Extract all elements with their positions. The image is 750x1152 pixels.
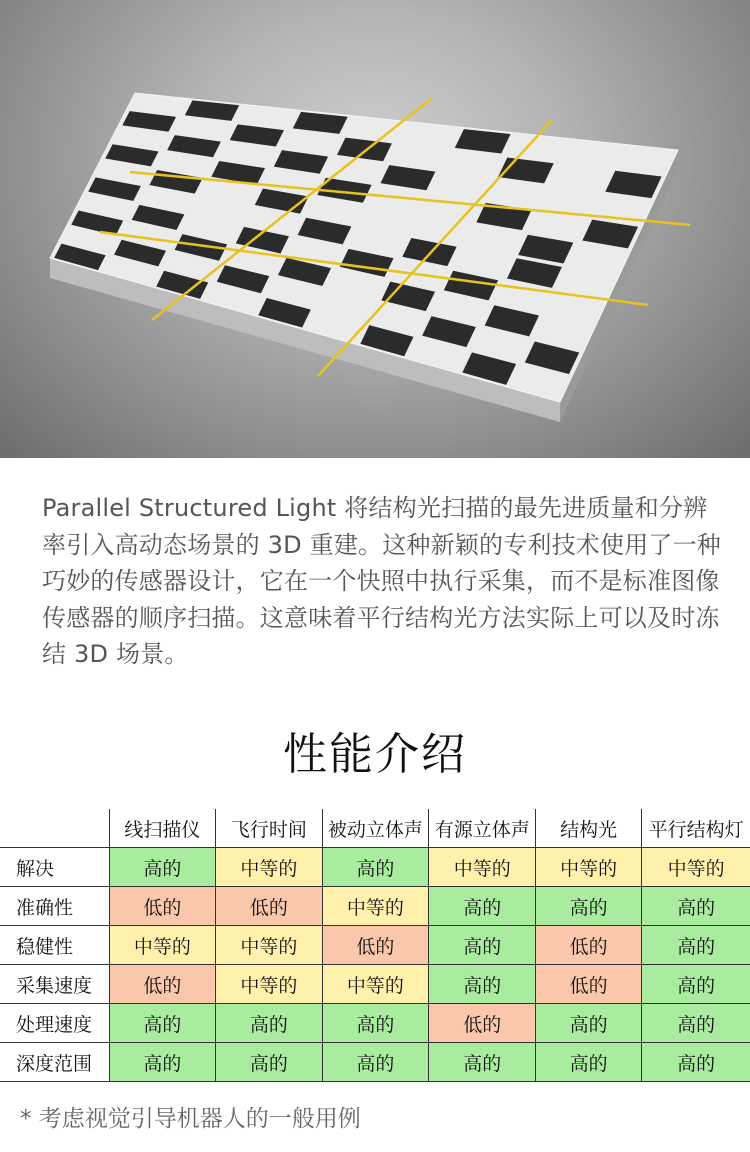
table-cell: 低的 [536, 926, 642, 965]
table-cell: 高的 [429, 926, 536, 965]
table-corner-cell [0, 809, 109, 848]
performance-comparison-table [0, 809, 750, 1082]
table-cell: 高的 [109, 1043, 215, 1082]
table-cell: 中等的 [322, 887, 429, 926]
hero-image [0, 0, 750, 458]
table-cell: 高的 [429, 1043, 536, 1082]
table-cell: 高的 [216, 1043, 322, 1082]
table-row [0, 848, 750, 887]
table-cell: 高的 [322, 848, 429, 887]
table-cell: 中等的 [536, 848, 642, 887]
table-cell: 高的 [322, 1043, 429, 1082]
table-cell: 高的 [642, 926, 750, 965]
table-cell: 高的 [429, 965, 536, 1004]
column-header: 线扫描仪 [109, 809, 215, 848]
table-cell: 高的 [322, 1004, 429, 1043]
table-cell: 中等的 [216, 848, 322, 887]
table-row [0, 1043, 750, 1082]
table-cell: 高的 [642, 1004, 750, 1043]
column-header: 平行结构灯 [642, 809, 750, 848]
table-cell: 高的 [429, 887, 536, 926]
row-header: 处理速度 [0, 1004, 109, 1043]
column-header: 飞行时间 [216, 809, 322, 848]
table-cell: 高的 [109, 848, 215, 887]
table-row [0, 887, 750, 926]
row-header: 解决 [0, 848, 109, 887]
table-cell: 中等的 [109, 926, 215, 965]
table-cell: 高的 [642, 1043, 750, 1082]
row-header: 采集速度 [0, 965, 109, 1004]
table-row [0, 965, 750, 1004]
row-header: 稳健性 [0, 926, 109, 965]
table-cell: 低的 [109, 965, 215, 1004]
table-cell: 中等的 [642, 848, 750, 887]
table-cell: 低的 [322, 926, 429, 965]
row-header: 准确性 [0, 887, 109, 926]
table-cell: 高的 [536, 1004, 642, 1043]
table-cell: 低的 [429, 1004, 536, 1043]
table-cell: 中等的 [322, 965, 429, 1004]
section-title: 性能介绍 [283, 729, 467, 780]
table-cell: 中等的 [429, 848, 536, 887]
table-header-row [0, 809, 750, 848]
table-cell: 高的 [109, 1004, 215, 1043]
footnote: * 考虑视觉引导机器人的一般用例 [20, 1106, 361, 1132]
row-header: 深度范围 [0, 1043, 109, 1082]
table-row [0, 926, 750, 965]
table-cell: 中等的 [216, 926, 322, 965]
column-header: 有源立体声 [429, 809, 536, 848]
table-cell: 低的 [109, 887, 215, 926]
table-cell: 高的 [216, 1004, 322, 1043]
column-header: 结构光 [536, 809, 642, 848]
table-cell: 中等的 [216, 965, 322, 1004]
checkerboard-illustration [0, 0, 750, 458]
table-cell: 高的 [642, 887, 750, 926]
column-header: 被动立体声 [322, 809, 429, 848]
table-cell: 低的 [536, 965, 642, 1004]
table-cell: 低的 [216, 887, 322, 926]
table-row [0, 1004, 750, 1043]
table-cell: 高的 [642, 965, 750, 1004]
description-paragraph: Parallel Structured Light 将结构光扫描的最先进质量和分辨率引入高动态场景的 3D 重建。这种新颖的专利技术使用了一种巧妙的传感器设计，它在一个快照中执行采集，而不是标准图像传感器的顺序扫描。这意味着平行结构光方法实际上可以及时冻结 3D 场景。 [42, 494, 722, 668]
table-cell: 高的 [536, 887, 642, 926]
table-cell: 高的 [536, 1043, 642, 1082]
